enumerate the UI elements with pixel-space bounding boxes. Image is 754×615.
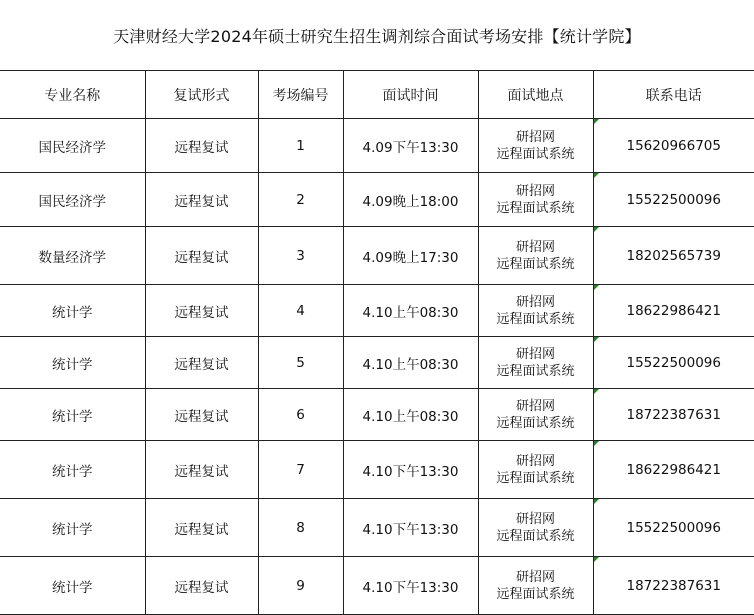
cell-room: 9	[258, 557, 343, 615]
cell-phone	[593, 441, 754, 499]
cell-location	[478, 227, 593, 285]
cell-room: 3	[258, 227, 343, 285]
cell-marker-icon	[594, 337, 599, 342]
cell-major: 国民经济学	[0, 119, 145, 173]
phone-number: 18622986421	[626, 302, 721, 319]
location-line-1: 研招网	[515, 129, 555, 145]
cell-phone	[593, 557, 754, 615]
cell-marker-icon	[594, 285, 599, 290]
cell-form: 远程复试	[145, 557, 258, 615]
col-header-major: 专业名称	[0, 71, 145, 119]
cell-location	[478, 499, 593, 557]
location-line-2: 远程面试系统	[496, 363, 575, 379]
cell-major: 数量经济学	[0, 227, 145, 285]
cell-time: 4.10下午13:30	[343, 441, 478, 499]
cell-location	[478, 119, 593, 173]
location-line-2: 远程面试系统	[496, 311, 575, 327]
cell-form: 远程复试	[145, 119, 258, 173]
cell-phone	[593, 119, 754, 173]
schedule-table	[0, 70, 754, 615]
cell-form: 远程复试	[145, 389, 258, 441]
cell-phone	[593, 227, 754, 285]
location-line-2: 远程面试系统	[496, 586, 575, 602]
cell-phone	[593, 499, 754, 557]
cell-room: 1	[258, 119, 343, 173]
location-line-2: 远程面试系统	[496, 200, 575, 216]
cell-form: 远程复试	[145, 499, 258, 557]
cell-major: 统计学	[0, 441, 145, 499]
cell-marker-icon	[594, 389, 599, 394]
table-row	[0, 119, 754, 173]
table-row	[0, 227, 754, 285]
location-line-1: 研招网	[515, 511, 555, 527]
cell-form: 远程复试	[145, 227, 258, 285]
cell-major: 统计学	[0, 499, 145, 557]
col-header-location: 面试地点	[478, 71, 593, 119]
location-line-1: 研招网	[515, 569, 555, 585]
cell-major: 统计学	[0, 337, 145, 389]
header-row	[0, 71, 754, 119]
cell-marker-icon	[594, 173, 599, 178]
table-row	[0, 173, 754, 227]
table-row	[0, 389, 754, 441]
cell-location	[478, 173, 593, 227]
cell-time: 4.10上午08:30	[343, 285, 478, 337]
cell-location	[478, 557, 593, 615]
cell-time: 4.09下午13:30	[343, 119, 478, 173]
cell-room: 7	[258, 441, 343, 499]
cell-room: 8	[258, 499, 343, 557]
table-row	[0, 441, 754, 499]
cell-phone	[593, 337, 754, 389]
cell-major: 国民经济学	[0, 173, 145, 227]
cell-major: 统计学	[0, 389, 145, 441]
location-line-1: 研招网	[515, 398, 555, 414]
location-line-2: 远程面试系统	[496, 528, 575, 544]
col-header-time: 面试时间	[343, 71, 478, 119]
phone-number: 18722387631	[626, 406, 721, 423]
cell-room: 2	[258, 173, 343, 227]
table-row	[0, 285, 754, 337]
location-line-2: 远程面试系统	[496, 146, 575, 162]
cell-form: 远程复试	[145, 337, 258, 389]
cell-time: 4.09晚上17:30	[343, 227, 478, 285]
cell-major: 统计学	[0, 557, 145, 615]
col-header-form: 复试形式	[145, 71, 258, 119]
cell-form: 远程复试	[145, 441, 258, 499]
cell-major: 统计学	[0, 285, 145, 337]
cell-time: 4.10下午13:30	[343, 557, 478, 615]
cell-marker-icon	[594, 441, 599, 446]
phone-number: 18202565739	[626, 247, 721, 264]
cell-phone	[593, 389, 754, 441]
location-line-1: 研招网	[515, 346, 555, 362]
cell-room: 6	[258, 389, 343, 441]
cell-location	[478, 441, 593, 499]
cell-time: 4.10下午13:30	[343, 499, 478, 557]
cell-time: 4.10上午08:30	[343, 389, 478, 441]
cell-location	[478, 285, 593, 337]
phone-number: 15522500096	[626, 519, 721, 536]
location-line-2: 远程面试系统	[496, 470, 575, 486]
location-line-1: 研招网	[515, 294, 555, 310]
table-row	[0, 337, 754, 389]
location-line-2: 远程面试系统	[496, 415, 575, 431]
table-row	[0, 499, 754, 557]
cell-marker-icon	[594, 227, 599, 232]
cell-room: 4	[258, 285, 343, 337]
cell-phone	[593, 285, 754, 337]
location-line-1: 研招网	[515, 453, 555, 469]
cell-location	[478, 389, 593, 441]
cell-form: 远程复试	[145, 173, 258, 227]
cell-location	[478, 337, 593, 389]
phone-number: 15522500096	[626, 354, 721, 371]
phone-number: 18722387631	[626, 577, 721, 594]
location-line-1: 研招网	[515, 183, 555, 199]
cell-room: 5	[258, 337, 343, 389]
cell-time: 4.09晚上18:00	[343, 173, 478, 227]
cell-form: 远程复试	[145, 285, 258, 337]
cell-marker-icon	[594, 557, 599, 562]
cell-time: 4.10上午08:30	[343, 337, 478, 389]
location-line-1: 研招网	[515, 239, 555, 255]
phone-number: 15620966705	[626, 137, 721, 154]
page-title: 天津财经大学2024年硕士研究生招生调剂综合面试考场安排【统计学院】	[113, 26, 641, 46]
table-row	[0, 557, 754, 615]
phone-number: 18622986421	[626, 461, 721, 478]
phone-number: 15522500096	[626, 191, 721, 208]
col-header-room: 考场编号	[258, 71, 343, 119]
col-header-phone: 联系电话	[593, 71, 754, 119]
cell-marker-icon	[594, 119, 599, 124]
cell-marker-icon	[594, 499, 599, 504]
location-line-2: 远程面试系统	[496, 256, 575, 272]
cell-phone	[593, 173, 754, 227]
